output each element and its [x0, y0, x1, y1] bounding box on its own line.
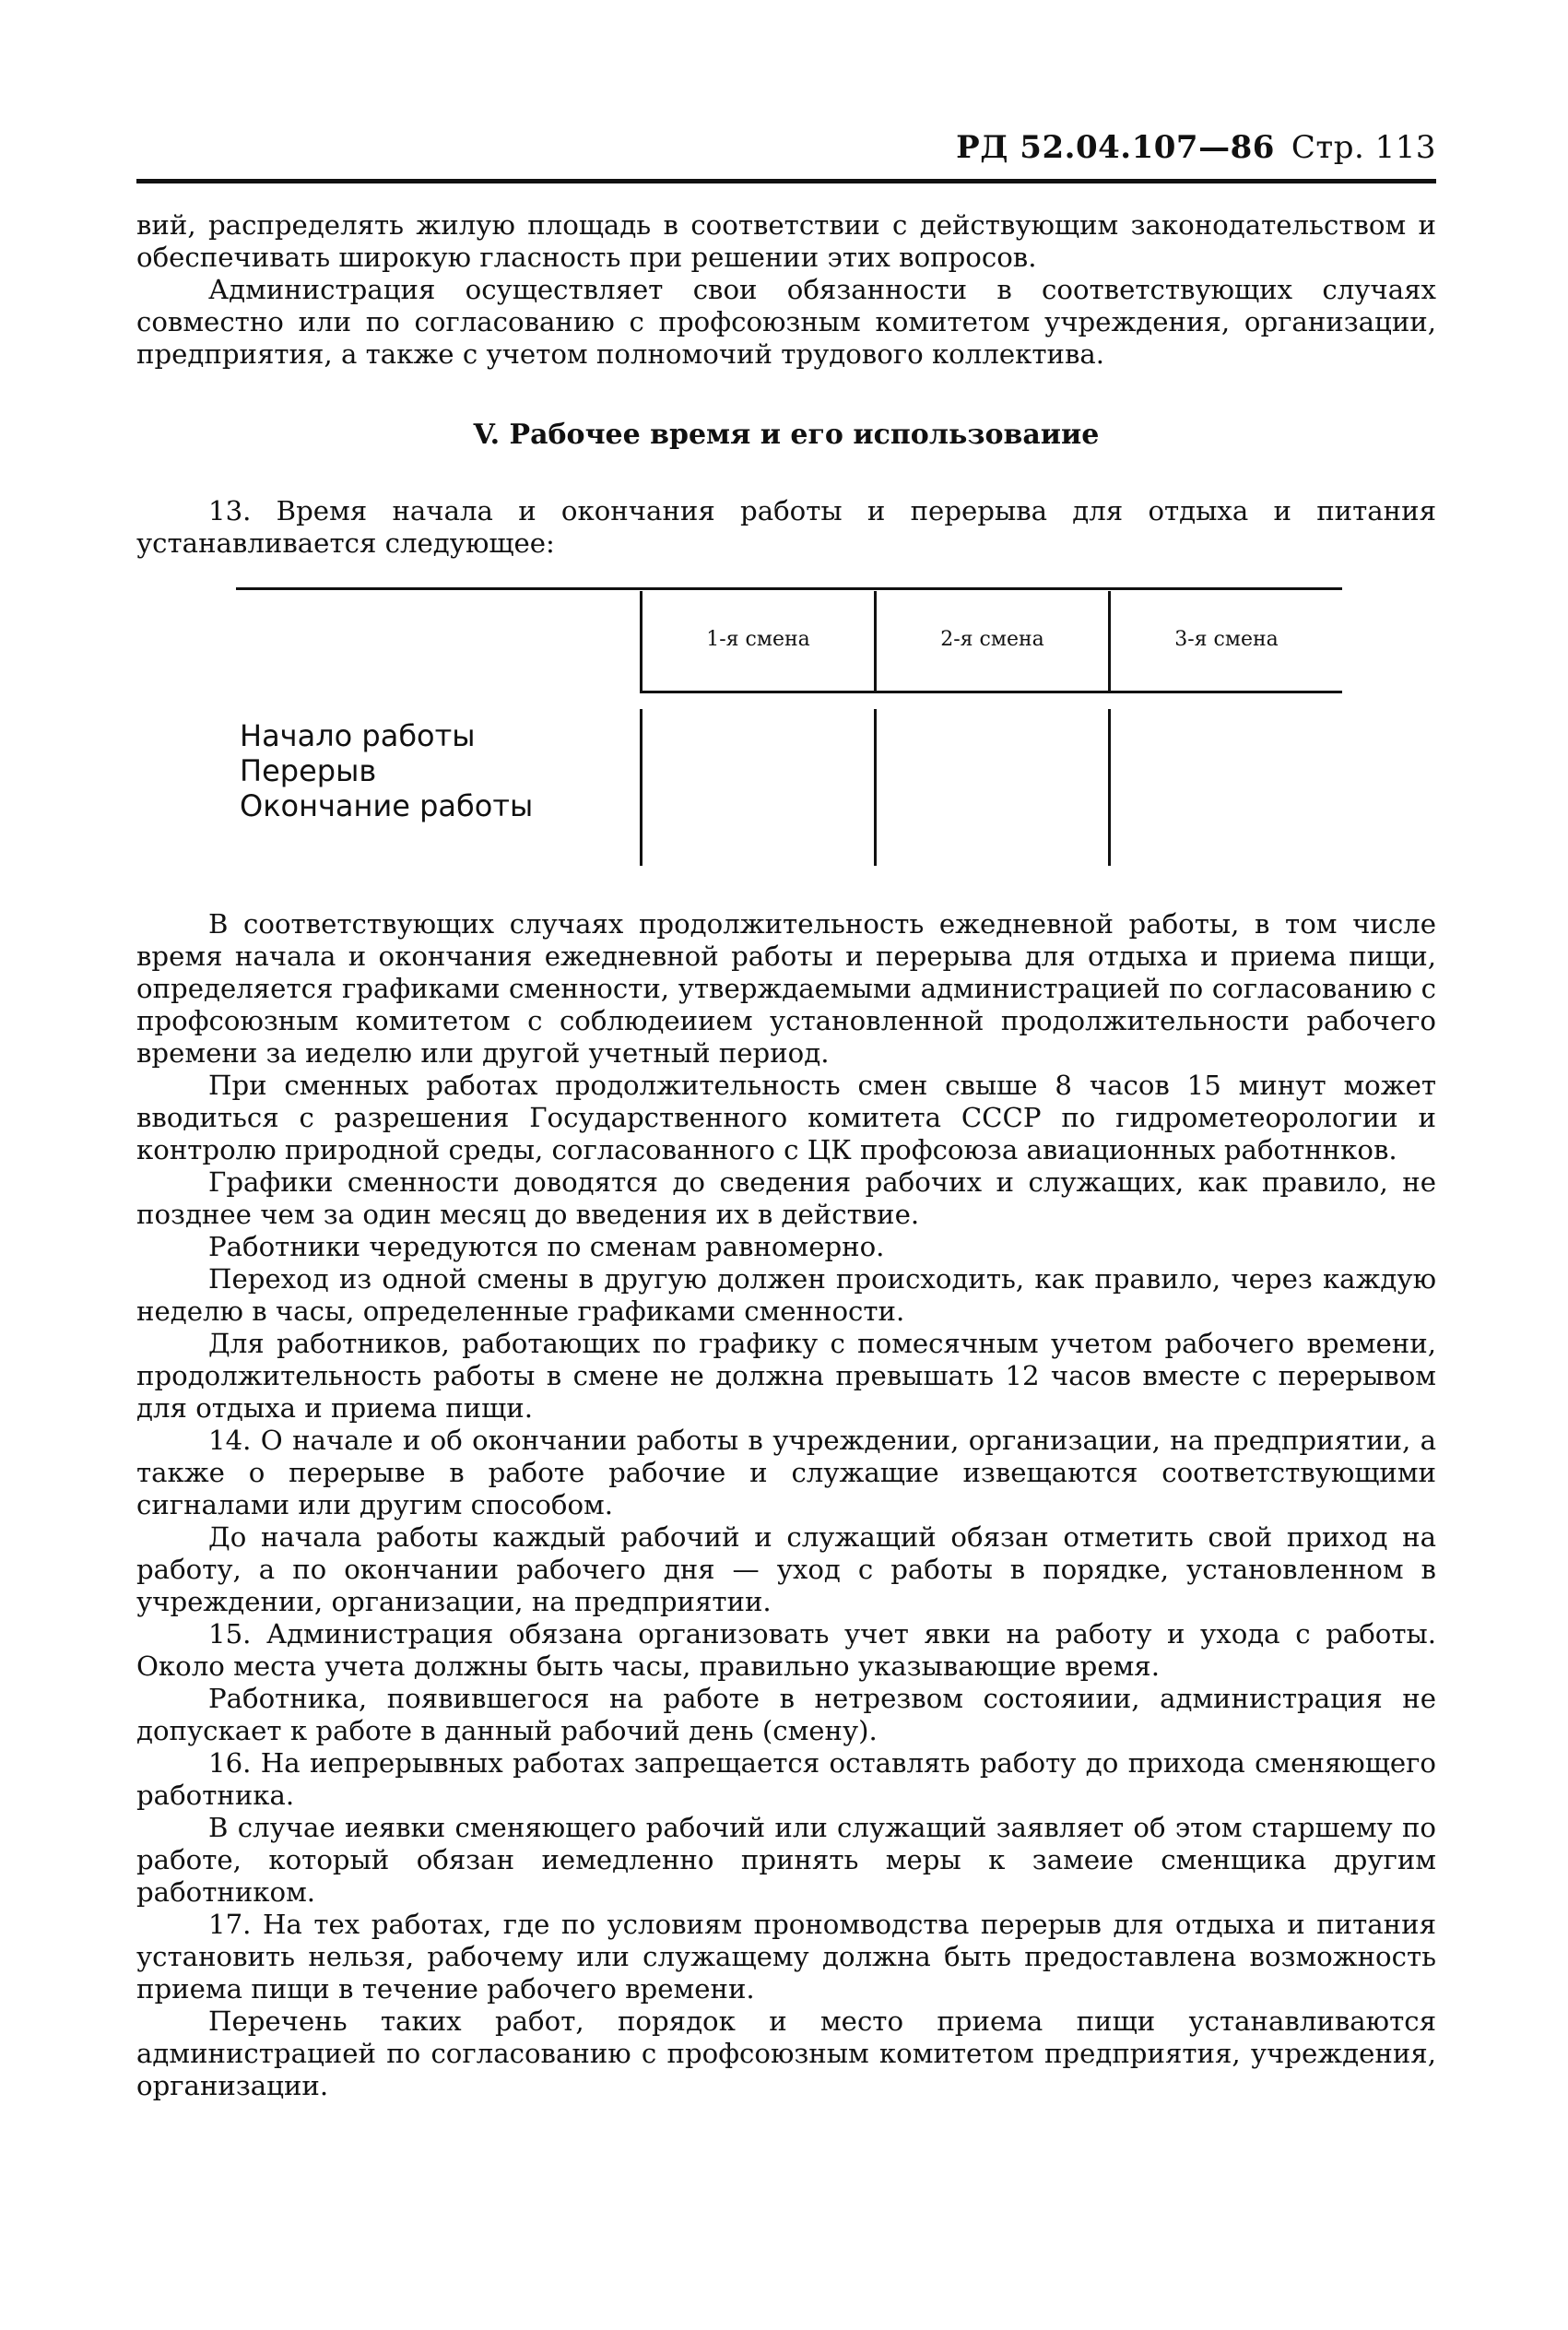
- column-header-shift-1: 1-я смена: [706, 628, 810, 651]
- column-header-shift-2: 2-я смена: [940, 628, 1044, 651]
- document-id: РД 52.04.107—86: [956, 129, 1275, 166]
- paragraph: В случае иеявки сменяющего рабочий или служащий заявляет об этом старшему по работе, который обязан иемедленно принять меры к замеие сменщика другим работником.: [136, 1812, 1436, 1908]
- item-13-block: [136, 495, 1436, 560]
- column-divider: [640, 709, 643, 866]
- section-title: V. Рабочее время и его использоваиие: [473, 419, 1100, 451]
- column-divider: [1108, 709, 1111, 866]
- row-label-break: Перерыв: [240, 753, 377, 788]
- row-label-start: Начало работы: [240, 718, 476, 753]
- paragraph: Переход из одной смены в другую должен происходить, как правило, через каждую неделю в часы, определенные графиками сменности.: [136, 1263, 1436, 1327]
- paragraph: Работники чередуются по сменам равномерно.: [208, 1231, 885, 1262]
- paragraph: Графики сменности доводятся до сведения рабочих и служащих, как правило, не позднее чем за один месяц до введения их в действие.: [136, 1166, 1436, 1230]
- paragraph: Работника, появившегося на работе в нетрезвом состояиии, администрация не допускает к работе в данный рабочий день (смену).: [136, 1683, 1436, 1746]
- paragraph: В соответствующих случаях продолжительность ежедневной работы, в том числе время начала и окончания ежедневной работы и перерыва для отдыха и приема пищи, определяется графиками сменности, утверждаемыми администрацией по согласованию с профсоюзным комитетом с соблюдеиием установленной продолжительности рабочего времени за иеделю или другой учетный период.: [136, 908, 1436, 1069]
- paragraph: 13. Время начала и окончания работы и перерыва для отдыха и питания устанавливается следующее:: [136, 495, 1436, 559]
- paragraph: 14. О начале и об окончании работы в учреждении, организации, на предприятии, а также о перерыве в работе рабочие и служащие извещаются соответствующими сигналами или другим способом.: [136, 1425, 1436, 1520]
- row-label-end: Окончание работы: [240, 788, 534, 823]
- column-divider: [874, 709, 877, 866]
- intro-block: [136, 209, 1436, 371]
- paragraph: Для работников, работающих по графику с помесячным учетом рабочего времени, продолжительность работы в смене не должна превышать 12 часов вместе с перерывом для отдыха и приема пищи.: [136, 1328, 1436, 1424]
- main-text: [136, 908, 1436, 2102]
- paragraph: Администрация осуществляет свои обязанности в соответствующих случаях совместно или по согласованию с профсоюзным комитетом учреждения, организации, предприятия, а также с учетом полномочий трудового коллектива.: [136, 274, 1436, 370]
- paragraph: 16. На иепрерывных работах запрещается оставлять работу до прихода сменяющего работника.: [136, 1747, 1436, 1811]
- shift-schedule-table: [136, 587, 1436, 882]
- column-header-shift-3: 3-я смена: [1174, 628, 1279, 651]
- page-number: Стр. 113: [1291, 129, 1436, 166]
- row-labels: [240, 718, 533, 823]
- paragraph: Перечень таких работ, порядок и место приема пищи устанавливаются администрацией по согласованию с профсоюзным комитетом предприятия, учреждения, организации.: [136, 2005, 1436, 2101]
- paragraph: При сменных работах продолжительность смен свыше 8 часов 15 минут может вводиться с разрешения Государственного комитета СССР по гидрометеорологии и контролю природной среды, согласованного с ЦК профсоюза авиационных работннков.: [136, 1070, 1436, 1165]
- paragraph: 17. На тех работах, где по условиям прономводства перерыв для отдыха и питания установить нельзя, рабочему или служащему должна быть предоставлена возможность приема пищи в течение рабочего времени.: [136, 1909, 1436, 2005]
- paragraph: 15. Администрация обязана организовать учет явки на работу и ухода с работы. Около места учета должны быть часы, правильно указывающие время.: [136, 1618, 1436, 1682]
- table-header-rule: [640, 691, 1342, 693]
- page-header: [136, 129, 1436, 183]
- document-page: [136, 129, 1436, 2102]
- table-top-rule: [236, 587, 1342, 590]
- paragraph: вий, распределять жилую площадь в соответствии с действующим законодательством и обеспечивать широкую гласность при решении этих вопросов.: [136, 209, 1436, 273]
- paragraph: До начала работы каждый рабочий и служащий обязан отметить свой приход на работу, а по окончании рабочего дня — уход с работы в порядке, установленном в учреждении, организации, на предприятии.: [136, 1521, 1436, 1617]
